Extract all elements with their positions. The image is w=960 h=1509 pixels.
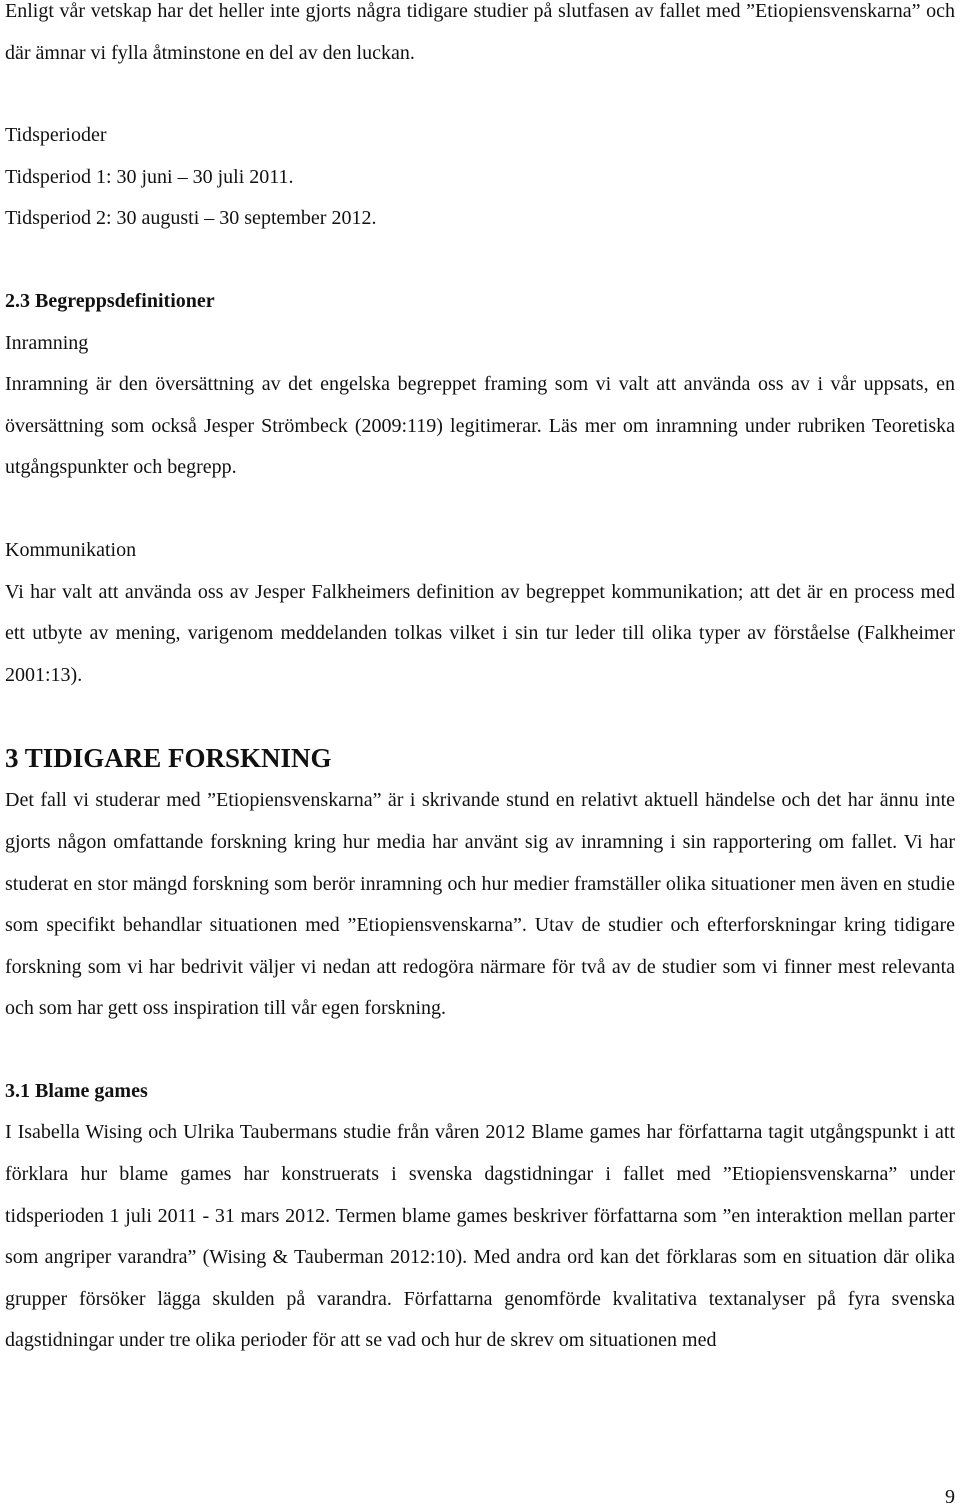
intro-paragraph: Enligt vår vetskap har det heller inte gjorts några tidigare studier på slutfasen av fallet med ”Etiopiensvenskarna” och där ämnar vi fylla åtminstone en del av den luckan. <box>5 0 955 64</box>
spacer <box>5 240 955 281</box>
spacer <box>5 489 955 530</box>
section-3-1-paragraph: I Isabella Wising och Ulrika Taubermans studie från våren 2012 Blame games har författarna tagit utgångspunkt i att förklara hur blame games har konstruerats i svenska dagstidningar i fallet med ”Etiopiensvenskarna” under tidsperioden 1 juli 2011 - 31 mars 2012. Termen blame games beskriver författarna som ”en interaktion mellan parter som angriper varandra” (Wising & Tauberman 2012:10). Med andra ord kan det förklaras som en situation där olika grupper försöker lägga skulden på varandra. Författarna genomförde kvalitativa textanalyser på fyra svenska dagstidningar under tre olika perioder för att se vad och hur de skrev om situationen med <box>5 1121 955 1352</box>
section-3-1-heading: 3.1 Blame games <box>5 1079 148 1102</box>
page-number: 9 <box>945 1486 955 1508</box>
definition-inramning: Inramning är den översättning av det engelska begreppet framing som vi valt att använda oss av i vår uppsats, en översättning som också Jesper Strömbeck (2009:119) legitimerar. Läs mer om inramning under rubriken Teoretiska utgångspunkter och begrepp. <box>5 373 955 479</box>
period-item-1: Tidsperiod 1: 30 juni – 30 juli 2011. <box>5 165 294 188</box>
spacer <box>5 74 955 115</box>
period-item-2: Tidsperiod 2: 30 augusti – 30 september 2012. <box>5 207 377 230</box>
spacer <box>5 1030 955 1071</box>
periods-heading: Tidsperioder <box>5 124 107 147</box>
chapter-3-heading: 3 TIDIGARE FORSKNING <box>5 743 332 774</box>
chapter-3-paragraph: Det fall vi studerar med ”Etiopiensvenskarna” är i skrivande stund en relativt aktuell händelse och det har ännu inte gjorts någon omfattande forskning kring hur media har använt sig av inramning i sin rapportering om fallet. Vi har studerat en stor mängd forskning som berör inramning och hur medier framställer olika situationer men även en studie som specifikt behandlar situationen med ”Etiopiensvenskarna”. Utav de studier och efterforskningar kring tidigare forskning som vi har bedrivit väljer vi nedan att redogöra närmare för två av de studier som vi finner mest relevanta och som har gett oss inspiration till vår egen forskning. <box>5 789 955 1020</box>
spacer <box>5 696 955 736</box>
term-kommunikation: Kommunikation <box>5 538 137 561</box>
section-2-3-heading: 2.3 Begreppsdefinitioner <box>5 289 215 312</box>
definition-kommunikation: Vi har valt att använda oss av Jesper Falkheimers definition av begreppet kommunikation; att det är en process med ett utbyte av mening, varigenom meddelanden tolkas vilket i sin tur leder till olika typer av förståelse (Falkheimer 2001:13). <box>5 580 955 686</box>
document-page <box>5 0 955 1362</box>
term-inramning: Inramning <box>5 331 89 354</box>
